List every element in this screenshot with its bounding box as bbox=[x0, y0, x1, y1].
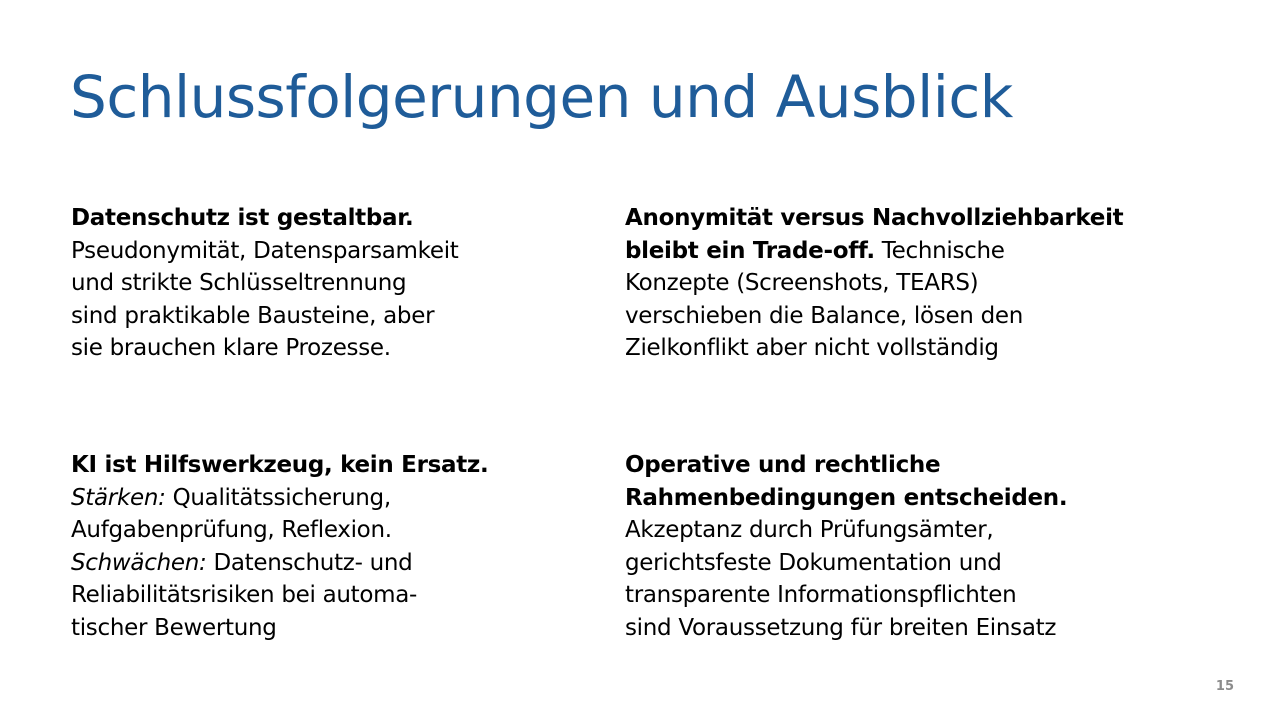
strengths-text: Qualitätssicherung, bbox=[165, 484, 391, 511]
block-text-line: Zielkonflikt aber nicht vollständig bbox=[625, 335, 999, 361]
block-text-line: sie brauchen klare Prozesse. bbox=[71, 335, 391, 361]
weaknesses-text: Datenschutz- und bbox=[206, 549, 413, 576]
weaknesses-label: Schwächen: bbox=[71, 549, 207, 576]
conclusion-anonymity-tradeoff bbox=[625, 202, 1185, 365]
block-text-line: sind praktikable Bausteine, aber bbox=[71, 302, 435, 329]
block-text: Technische bbox=[874, 237, 1005, 264]
block-text-line: gerichtsfeste Dokumentation und bbox=[625, 549, 1002, 576]
strengths-text-cont: Aufgabenprüfung, Reflexion. bbox=[71, 517, 392, 543]
block-text-line: und strikte Schlüsseltrennung bbox=[71, 270, 407, 296]
conclusion-ai-tool bbox=[71, 449, 541, 644]
block-text-line: verschieben die Balance, lösen den bbox=[625, 302, 1024, 329]
block-heading: Anonymität versus Nachvollziehbarkeit bbox=[625, 205, 1124, 231]
block-text-line: sind Voraussetzung für breiten Einsatz bbox=[625, 614, 1057, 641]
block-text-line: Reliabilitätsrisiken bei automa- bbox=[71, 582, 418, 608]
block-text-line: Akzeptanz durch Prüfungsämter, bbox=[625, 517, 994, 543]
block-heading: bleibt ein Trade-off. bbox=[625, 237, 875, 264]
block-heading: KI ist Hilfswerkzeug, kein Ersatz. bbox=[71, 452, 489, 478]
block-text-line: Pseudonymität, Datensparsamkeit bbox=[71, 237, 459, 264]
conclusion-operational-legal bbox=[625, 449, 1185, 644]
block-heading: Operative und rechtliche bbox=[625, 452, 941, 478]
page-number: 15 bbox=[1215, 679, 1234, 694]
block-text-line: transparente Informationspflichten bbox=[625, 582, 1017, 608]
block-text-line: Konzepte (Screenshots, TEARS) bbox=[625, 270, 979, 296]
block-heading: Rahmenbedingungen entscheiden. bbox=[625, 484, 1068, 511]
slide-title: Schlussfolgerungen und Ausblick bbox=[70, 63, 1013, 131]
block-heading: Datenschutz ist gestaltbar. bbox=[71, 205, 414, 231]
block-text-line: tischer Bewertung bbox=[71, 614, 277, 641]
conclusion-data-protection bbox=[71, 202, 541, 365]
strengths-label: Stärken: bbox=[71, 484, 166, 511]
